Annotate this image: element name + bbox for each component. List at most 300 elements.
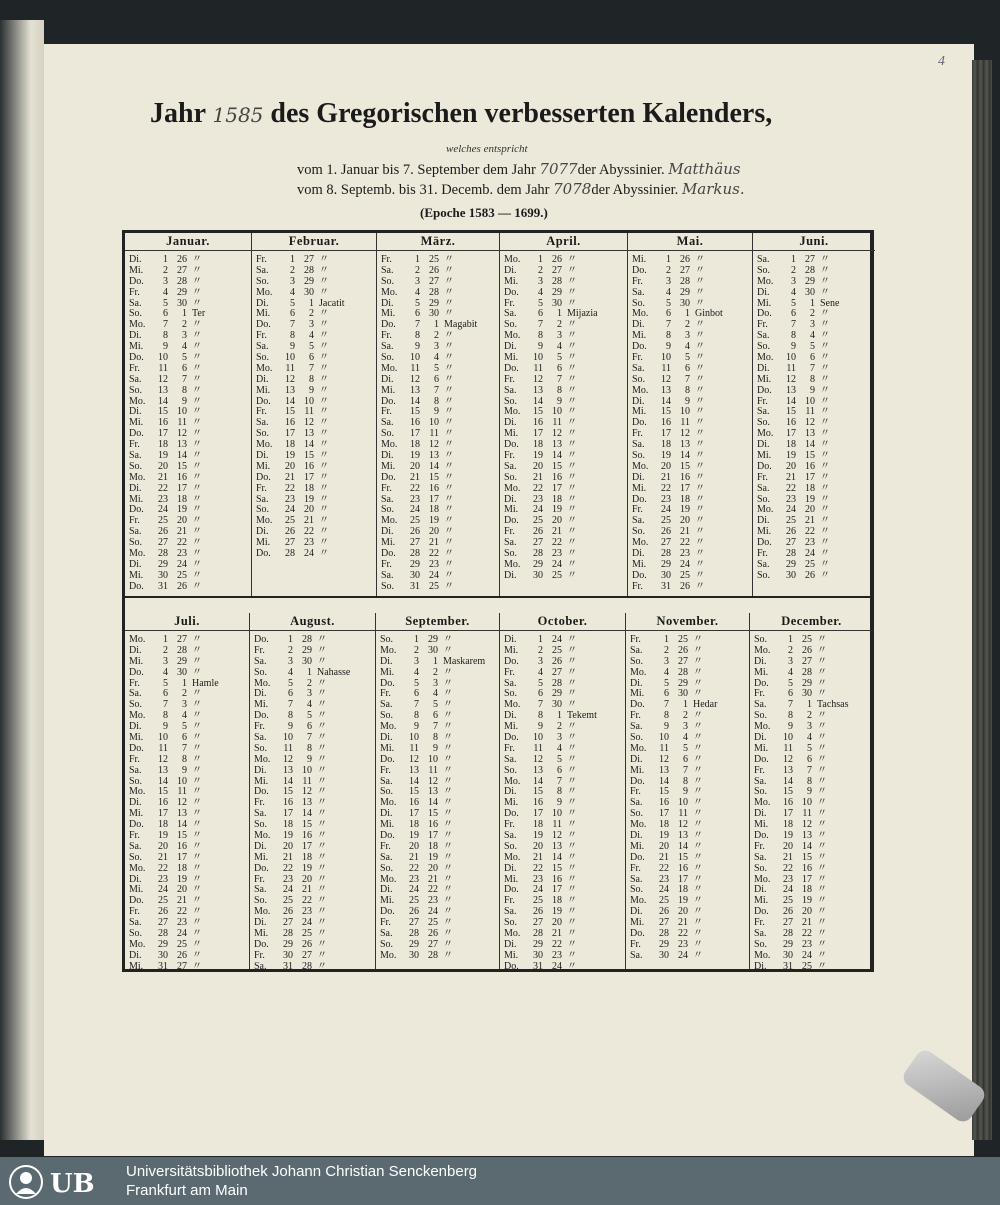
weekday: So. <box>754 938 768 950</box>
abyssinian-month: 〃 <box>192 851 202 863</box>
weekday: Di. <box>504 264 517 276</box>
abyssinian-day: 14 <box>304 439 314 451</box>
abyssinian-month: 〃 <box>567 275 577 287</box>
abyssinian-month: 〃 <box>567 666 577 678</box>
day-row <box>750 962 873 973</box>
gregorian-day: 13 <box>158 384 168 396</box>
gregorian-day: 2 <box>666 264 671 276</box>
gregorian-day: 25 <box>409 895 419 907</box>
weekday: Do. <box>757 460 772 472</box>
abyssinian-day: 21 <box>802 917 812 929</box>
day-row <box>125 505 251 516</box>
gregorian-day: 19 <box>410 450 420 462</box>
day-row <box>250 711 375 722</box>
abyssinian-day: 23 <box>802 938 812 950</box>
gregorian-day: 19 <box>783 830 793 842</box>
weekday: Fr. <box>256 330 267 342</box>
abyssinian-day: 20 <box>302 873 312 885</box>
month-column <box>627 233 752 596</box>
gregorian-day: 18 <box>533 819 543 831</box>
gregorian-day: 26 <box>283 906 293 918</box>
weekday: Fr. <box>129 677 140 689</box>
day-row <box>628 364 752 375</box>
abyssinian-month: 〃 <box>817 666 827 678</box>
day-row <box>500 657 625 668</box>
gregorian-day: 1 <box>288 634 293 645</box>
day-row <box>500 364 627 375</box>
abyssinian-month: 〃 <box>192 297 202 309</box>
weekday: Mi. <box>630 917 645 929</box>
gregorian-day: 12 <box>409 753 419 765</box>
day-row <box>500 288 627 299</box>
month-days <box>750 631 873 973</box>
abyssinian-day: 15 <box>805 450 815 462</box>
gregorian-day: 29 <box>786 558 796 570</box>
abyssinian-month: Tachsas <box>817 699 849 711</box>
abyssinian-month: 〃 <box>693 928 703 940</box>
abyssinian-day: 27 <box>177 960 187 972</box>
gregorian-day: 19 <box>158 450 168 462</box>
weekday: So. <box>380 862 394 874</box>
abyssinian-month: 〃 <box>693 862 703 874</box>
gregorian-day: 14 <box>283 775 293 787</box>
abyssinian-month: 〃 <box>444 493 454 505</box>
abyssinian-day: 1 <box>557 308 562 320</box>
abyssinian-month: 〃 <box>567 330 577 342</box>
day-row <box>250 798 375 809</box>
day-row <box>753 386 875 397</box>
day-row <box>500 809 625 820</box>
gregorian-day: 30 <box>409 949 419 961</box>
abyssinian-day: 26 <box>805 569 815 581</box>
abyssinian-day: 4 <box>182 341 187 353</box>
abyssinian-month: 〃 <box>317 906 327 918</box>
abyssinian-day: 20 <box>802 906 812 918</box>
weekday: Sa. <box>504 308 517 320</box>
weekday: Di. <box>630 677 643 689</box>
gregorian-day: 24 <box>533 884 543 896</box>
gregorian-day: 27 <box>533 917 543 929</box>
weekday: Do. <box>630 928 645 940</box>
weekday: So. <box>630 884 644 896</box>
abyssinian-month: 〃 <box>820 450 830 462</box>
gregorian-day: 31 <box>283 960 293 972</box>
gregorian-day: 12 <box>158 753 168 765</box>
weekday: Di. <box>129 254 142 265</box>
abyssinian-day: 11 <box>428 764 438 776</box>
day-row <box>376 951 499 962</box>
weekday: Mi. <box>129 493 144 505</box>
weekday: Fr. <box>256 254 267 265</box>
day-row <box>250 679 375 690</box>
weekday: Mi. <box>129 264 144 276</box>
gregorian-day: 27 <box>283 917 293 929</box>
gregorian-day: 27 <box>661 537 671 549</box>
gregorian-day: 28 <box>158 928 168 940</box>
day-row <box>500 962 625 973</box>
weekday: Do. <box>256 395 271 407</box>
day-row <box>377 386 499 397</box>
abyssinian-day: 7 <box>557 775 562 787</box>
day-row <box>500 266 627 277</box>
abyssinian-day: 28 <box>304 264 314 276</box>
abyssinian-month: 〃 <box>319 362 329 374</box>
abyssinian-month: 〃 <box>567 732 577 744</box>
gregorian-day: 11 <box>533 362 543 374</box>
weekday: Mi. <box>504 428 519 440</box>
calendar-second-half <box>125 613 870 972</box>
gregorian-day: 2 <box>664 644 669 656</box>
abyssinian-day: 12 <box>805 417 815 429</box>
weekday: Mo. <box>504 699 521 711</box>
weekday: Fr. <box>757 471 768 483</box>
gregorian-day: 22 <box>659 862 669 874</box>
day-row <box>377 582 499 593</box>
gregorian-day: 9 <box>538 721 543 733</box>
abyssinian-month: 〃 <box>567 742 577 754</box>
weekday: So. <box>129 851 143 863</box>
gregorian-day: 16 <box>659 797 669 809</box>
abyssinian-month: 〃 <box>443 830 453 842</box>
abyssinian-month: 〃 <box>820 254 830 265</box>
gregorian-day: 29 <box>533 558 543 570</box>
abyssinian-day: 24 <box>678 949 688 961</box>
weekday: So. <box>632 297 646 309</box>
abyssinian-month: 〃 <box>317 819 327 831</box>
month-column <box>375 613 499 969</box>
day-row <box>500 331 627 342</box>
abyssinian-month: 〃 <box>443 775 453 787</box>
weekday: Sa. <box>754 699 767 711</box>
abyssinian-day: 7 <box>307 732 312 744</box>
weekday: So. <box>256 428 270 440</box>
gregorian-day: 26 <box>659 906 669 918</box>
abyssinian-month: 〃 <box>695 406 705 418</box>
day-row <box>125 407 251 418</box>
abyssinian-day: 12 <box>678 819 688 831</box>
abyssinian-month: 〃 <box>817 655 827 667</box>
gregorian-day: 12 <box>786 373 796 385</box>
abyssinian-month: 〃 <box>192 580 202 592</box>
weekday: Di. <box>380 732 393 744</box>
abyssinian-day: 20 <box>177 515 187 527</box>
abyssinian-day: 6 <box>683 753 688 765</box>
abyssinian-month: 〃 <box>192 644 202 656</box>
gregorian-day: 2 <box>538 264 543 276</box>
gregorian-day: 18 <box>285 439 295 451</box>
abyssinian-day: 18 <box>552 493 562 505</box>
weekday: Fr. <box>254 873 265 885</box>
gregorian-day: 29 <box>158 558 168 570</box>
abyssinian-month: 〃 <box>820 537 830 549</box>
gregorian-day: 30 <box>533 569 543 581</box>
weekday: Mo. <box>504 851 521 863</box>
abyssinian-day: 24 <box>429 569 439 581</box>
abyssinian-day: 3 <box>685 330 690 342</box>
day-row <box>125 755 249 766</box>
day-row <box>125 375 251 386</box>
abyssinian-month: 〃 <box>820 428 830 440</box>
abyssinian-day: 7 <box>807 764 812 776</box>
day-row <box>500 429 627 440</box>
abyssinian-day: 10 <box>304 395 314 407</box>
day-row <box>500 277 627 288</box>
weekday: Sa. <box>630 949 643 961</box>
abyssinian-day: 23 <box>429 558 439 570</box>
abyssinian-month: 〃 <box>317 742 327 754</box>
weekday: So. <box>754 634 768 645</box>
abyssinian-month: 〃 <box>820 330 830 342</box>
gregorian-day: 12 <box>158 373 168 385</box>
weekday: Sa. <box>380 928 393 940</box>
abyssinian-day: 28 <box>802 666 812 678</box>
calendar-first-half <box>125 233 870 596</box>
gregorian-day: 31 <box>783 960 793 972</box>
weekday: Sa. <box>254 884 267 896</box>
day-row <box>628 571 752 582</box>
day-row <box>500 538 627 549</box>
day-row <box>252 299 376 310</box>
abyssinian-month: 〃 <box>192 906 202 918</box>
abyssinian-day: 29 <box>805 275 815 287</box>
weekday: Sa. <box>754 928 767 940</box>
abyssinian-day: 11 <box>177 417 187 429</box>
weekday: Mo. <box>630 742 647 754</box>
abyssinian-month: 〃 <box>567 460 577 472</box>
abyssinian-day: 11 <box>678 808 688 820</box>
gregorian-day: 6 <box>415 308 420 320</box>
weekday: So. <box>504 840 518 852</box>
gregorian-day: 17 <box>283 808 293 820</box>
abyssinian-month: 〃 <box>817 938 827 950</box>
gregorian-day: 11 <box>783 742 793 754</box>
weekday: Di. <box>381 526 394 538</box>
gregorian-day: 4 <box>288 666 293 678</box>
weekday: So. <box>381 504 395 516</box>
abyssinian-month: 〃 <box>567 851 577 863</box>
gregorian-day: 22 <box>409 862 419 874</box>
gregorian-day: 1 <box>538 634 543 645</box>
abyssinian-month: 〃 <box>567 362 577 374</box>
gregorian-day: 28 <box>659 928 669 940</box>
weekday: Mo. <box>630 666 647 678</box>
gregorian-day: 1 <box>788 634 793 645</box>
weekday: Fr. <box>632 352 643 364</box>
abyssinian-day: 22 <box>552 938 562 950</box>
gregorian-day: 25 <box>158 515 168 527</box>
day-row <box>250 733 375 744</box>
day-row <box>500 864 625 875</box>
abyssinian-month: 〃 <box>820 569 830 581</box>
abyssinian-month: 〃 <box>443 721 453 733</box>
abyssinian-day: 27 <box>552 666 562 678</box>
abyssinian-month: 〃 <box>443 917 453 929</box>
gregorian-day: 6 <box>664 688 669 700</box>
abyssinian-month: 〃 <box>317 928 327 940</box>
day-row <box>500 722 625 733</box>
gregorian-day: 17 <box>783 808 793 820</box>
abyssinian-month: 〃 <box>317 655 327 667</box>
gregorian-day: 24 <box>285 504 295 516</box>
gregorian-day: 13 <box>659 764 669 776</box>
weekday: So. <box>380 634 394 645</box>
abyssinian-day: 14 <box>680 450 690 462</box>
abyssinian-day: 14 <box>428 797 438 809</box>
abyssinian-month: 〃 <box>319 384 329 396</box>
weekday: So. <box>504 471 518 483</box>
abyssinian-day: 29 <box>429 297 439 309</box>
abyssinian-month: 〃 <box>319 450 329 462</box>
abyssinian-month: Sene <box>820 297 840 309</box>
abyssinian-day: 10 <box>428 753 438 765</box>
weekday: So. <box>256 352 270 364</box>
gregorian-day: 5 <box>288 677 293 689</box>
abyssinian-month: 〃 <box>567 537 577 549</box>
abyssinian-day: 8 <box>307 742 312 754</box>
abyssinian-month: 〃 <box>192 949 202 961</box>
abyssinian-month: 〃 <box>192 406 202 418</box>
abyssinian-day: 26 <box>177 254 187 265</box>
gregorian-day: 17 <box>158 808 168 820</box>
weekday: Mi. <box>632 406 647 418</box>
weekday: Fr. <box>380 917 391 929</box>
abyssinian-day: 2 <box>557 319 562 331</box>
abyssinian-month: 〃 <box>817 873 827 885</box>
gregorian-day: 2 <box>788 644 793 656</box>
weekday: Mo. <box>380 644 397 656</box>
gregorian-day: 21 <box>285 471 295 483</box>
abyssinian-day: 24 <box>177 928 187 940</box>
weekday: So. <box>129 537 143 549</box>
gregorian-day: 16 <box>786 417 796 429</box>
abyssinian-day: 29 <box>552 286 562 298</box>
weekday: Sa. <box>380 851 393 863</box>
weekday: So. <box>129 384 143 396</box>
weekday: So. <box>630 732 644 744</box>
gregorian-day: 30 <box>283 949 293 961</box>
abyssinian-day: 8 <box>683 775 688 787</box>
weekday: Mi. <box>504 721 519 733</box>
weekday: Sa. <box>129 764 142 776</box>
weekday: Di. <box>630 906 643 918</box>
day-row <box>626 668 749 679</box>
abyssinian-day: 25 <box>678 634 688 645</box>
gregorian-day: 28 <box>786 548 796 560</box>
day-row <box>753 484 875 495</box>
gregorian-day: 7 <box>415 319 420 331</box>
gregorian-day: 24 <box>659 884 669 896</box>
weekday: Sa. <box>754 851 767 863</box>
weekday: So. <box>757 569 771 581</box>
gregorian-day: 19 <box>533 830 543 842</box>
weekday: Mo. <box>256 515 273 527</box>
abyssinian-day: 17 <box>805 471 815 483</box>
weekday: Fr. <box>380 840 391 852</box>
weekday: So. <box>381 580 395 592</box>
abyssinian-day: 5 <box>433 699 438 711</box>
gregorian-day: 30 <box>659 949 669 961</box>
weekday: Sa. <box>381 417 394 429</box>
weekday: Fr. <box>256 406 267 418</box>
title-post: des Gregorischen verbesserten Kalenders, <box>270 98 773 129</box>
gregorian-day: 6 <box>288 688 293 700</box>
abyssinian-day: 16 <box>304 460 314 472</box>
abyssinian-month: 〃 <box>567 775 577 787</box>
abyssinian-month: 〃 <box>567 677 577 689</box>
abyssinian-day: 8 <box>434 395 439 407</box>
abyssinian-month: 〃 <box>192 286 202 298</box>
weekday: Sa. <box>757 330 770 342</box>
day-row <box>125 951 249 962</box>
abyssinian-day: 28 <box>552 275 562 287</box>
weekday: Di. <box>504 341 517 353</box>
gregorian-day: 16 <box>158 417 168 429</box>
abyssinian-month: 〃 <box>317 884 327 896</box>
abyssinian-day: 9 <box>685 395 690 407</box>
abyssinian-day: 13 <box>680 439 690 451</box>
gregorian-day: 7 <box>791 319 796 331</box>
gregorian-day: 5 <box>666 297 671 309</box>
gregorian-day: 13 <box>285 384 295 396</box>
abyssinian-day: 10 <box>678 797 688 809</box>
gregorian-day: 11 <box>158 362 168 374</box>
gregorian-day: 25 <box>786 515 796 527</box>
gregorian-day: 1 <box>791 254 796 265</box>
gregorian-day: 31 <box>158 580 168 592</box>
gregorian-day: 9 <box>666 341 671 353</box>
abyssinian-month: 〃 <box>817 753 827 765</box>
abyssinian-month: 〃 <box>192 721 202 733</box>
abyssinian-day: 16 <box>177 840 187 852</box>
weekday: Mo. <box>504 330 521 342</box>
weekday: Do. <box>380 830 395 842</box>
abyssinian-month: 〃 <box>817 677 827 689</box>
abyssinian-month: 〃 <box>319 330 329 342</box>
gregorian-day: 6 <box>538 308 543 320</box>
abyssinian-month: 〃 <box>817 786 827 798</box>
abyssinian-month: 〃 <box>192 938 202 950</box>
gregorian-day: 7 <box>666 319 671 331</box>
weekday: Mi. <box>504 644 519 656</box>
abyssinian-month: 〃 <box>567 504 577 516</box>
gregorian-day: 15 <box>283 786 293 798</box>
abyssinian-day: 21 <box>552 928 562 940</box>
abyssinian-month: 〃 <box>820 417 830 429</box>
weekday: Fr. <box>504 450 515 462</box>
gregorian-day: 3 <box>791 275 796 287</box>
weekday: So. <box>380 710 394 722</box>
abyssinian-month: 〃 <box>317 830 327 842</box>
abyssinian-day: 12 <box>177 428 187 440</box>
abyssinian-month: 〃 <box>444 450 454 462</box>
month-column <box>251 233 376 596</box>
weekday: Fr. <box>381 406 392 418</box>
abyssinian-day: 27 <box>678 655 688 667</box>
gregorian-day: 20 <box>659 840 669 852</box>
abyssinian-day: 28 <box>552 677 562 689</box>
weekday: Fr. <box>256 482 267 494</box>
abyssinian-month: 〃 <box>567 830 577 842</box>
gregorian-day: 21 <box>661 471 671 483</box>
abyssinian-month: 〃 <box>820 395 830 407</box>
month-days <box>500 631 625 973</box>
abyssinian-day: 19 <box>429 515 439 527</box>
abyssinian-month: 〃 <box>319 341 329 353</box>
abyssinian-day: 6 <box>557 362 562 374</box>
abyssinian-day: 1 <box>685 308 690 320</box>
abyssinian-day: 17 <box>552 884 562 896</box>
abyssinian-day: 7 <box>182 373 187 385</box>
